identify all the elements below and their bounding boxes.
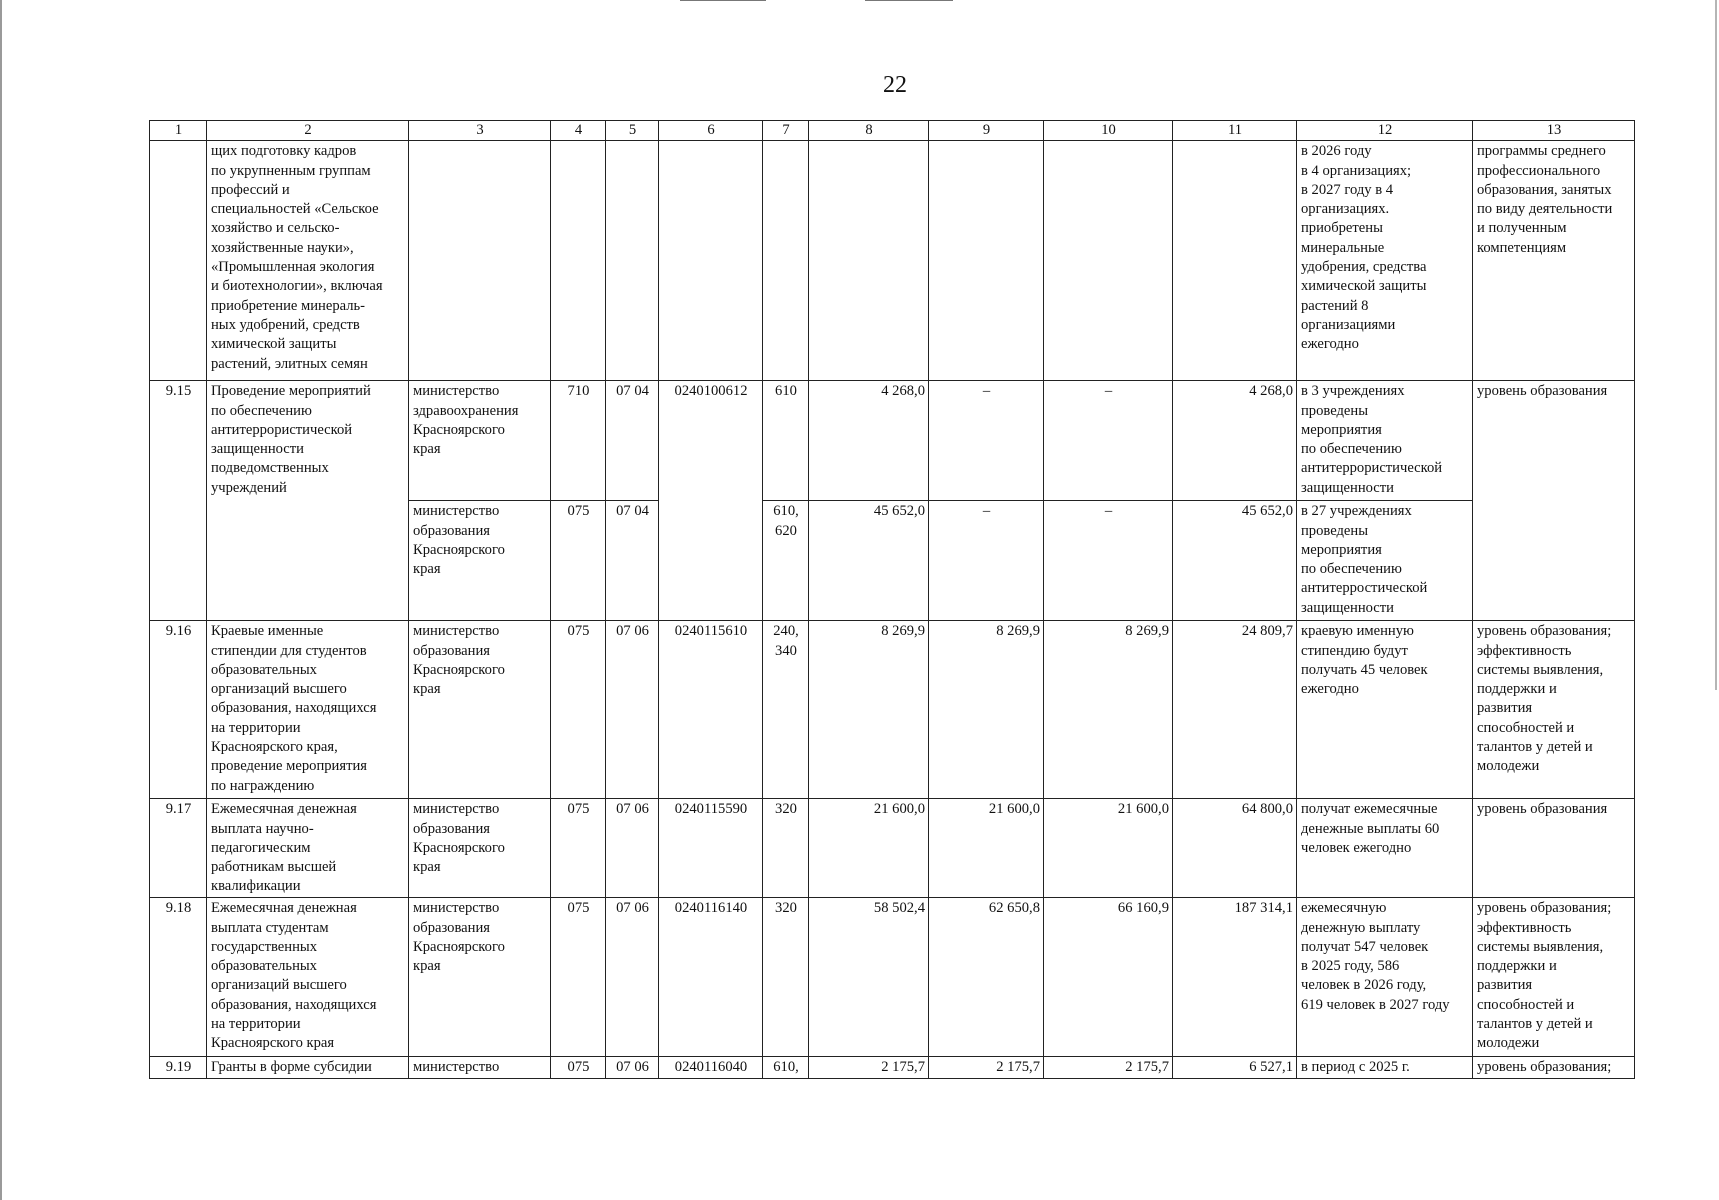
- cell-executor: министерство: [409, 1057, 551, 1078]
- cell-amount-2026: –: [929, 501, 1044, 621]
- cell-section-code: 07 06: [606, 799, 659, 898]
- cell-indicator: уровень образования: [1473, 381, 1635, 621]
- cell-amount-total: 64 800,0: [1173, 799, 1297, 898]
- cell-target-code: 0240100612: [659, 381, 763, 621]
- cell-measure-name: Проведение мероприятий по обеспечению антитеррористической защищенности подведомственных учреждений: [207, 381, 409, 621]
- cell-indicator: программы среднего профессионального образования, занятых по виду деятельности и полученным компетенциям: [1473, 141, 1635, 381]
- cell-grbs-code: 075: [551, 1057, 606, 1078]
- cell-target-code: 0240115590: [659, 799, 763, 898]
- cell: [929, 141, 1044, 381]
- cell: [409, 141, 551, 381]
- cell-expense-type: 610, 620: [763, 501, 809, 621]
- cell-amount-2025: 2 175,7: [809, 1057, 929, 1078]
- cell-expected-result: в 27 учреждениях проведены мероприятия по обеспечению антитерростической защищенности: [1297, 501, 1473, 621]
- cell-amount-total: 187 314,1: [1173, 898, 1297, 1057]
- cell-amount-2026: 62 650,8: [929, 898, 1044, 1057]
- cell-amount-2027: 66 160,9: [1044, 898, 1173, 1057]
- cell: [1044, 141, 1173, 381]
- cell-item-number: 9.18: [150, 898, 207, 1057]
- cell-expected-result: в период с 2025 г.: [1297, 1057, 1473, 1078]
- cell-expense-type: 610,: [763, 1057, 809, 1078]
- cell-executor: министерство образования Красноярского края: [409, 898, 551, 1057]
- header-col-4: 4: [551, 121, 606, 141]
- program-table: [149, 120, 1635, 1079]
- cell-grbs-code: 710: [551, 381, 606, 501]
- cell-section-code: 07 04: [606, 501, 659, 621]
- header-col-11: 11: [1173, 121, 1297, 141]
- header-col-10: 10: [1044, 121, 1173, 141]
- cell-target-code: 0240116140: [659, 898, 763, 1057]
- cell-amount-2027: 21 600,0: [1044, 799, 1173, 898]
- cell-expected-result: в 3 учреждениях проведены мероприятия по обеспечению антитеррористической защищенности: [1297, 381, 1473, 501]
- cell-amount-2025: 45 652,0: [809, 501, 929, 621]
- cell-amount-2027: 8 269,9: [1044, 621, 1173, 799]
- cell-amount-2027: –: [1044, 381, 1173, 501]
- cell-amount-2025: 4 268,0: [809, 381, 929, 501]
- header-col-5: 5: [606, 121, 659, 141]
- cell-grbs-code: 075: [551, 501, 606, 621]
- cell-item-number: 9.15: [150, 381, 207, 621]
- cell: [1173, 141, 1297, 381]
- cell-expected-result: ежемесячную денежную выплату получат 547 человек в 2025 году, 586 человек в 2026 году, 619 человек в 2027 году: [1297, 898, 1473, 1057]
- table-row-9-19: [150, 1057, 1635, 1078]
- cell-indicator: уровень образования; эффективность системы выявления, поддержки и развития способностей и талантов у детей и молодежи: [1473, 621, 1635, 799]
- cell-executor: министерство здравоохранения Красноярского края: [409, 381, 551, 501]
- cell-amount-2027: –: [1044, 501, 1173, 621]
- cell-executor: министерство образования Красноярского края: [409, 799, 551, 898]
- scan-top-mark: [865, 0, 953, 1]
- cell: [763, 141, 809, 381]
- cell-expense-type: 610: [763, 381, 809, 501]
- cell-amount-2026: 21 600,0: [929, 799, 1044, 898]
- cell-amount-total: 45 652,0: [1173, 501, 1297, 621]
- cell-expected-result: в 2026 году в 4 организациях; в 2027 году в 4 организациях. приобретены минеральные удобрения, средства химической защиты растений 8 организациями ежегодно: [1297, 141, 1473, 381]
- cell-executor: министерство образования Красноярского края: [409, 621, 551, 799]
- cell: [551, 141, 606, 381]
- cell-section-code: 07 06: [606, 1057, 659, 1078]
- header-col-7: 7: [763, 121, 809, 141]
- cell-grbs-code: 075: [551, 621, 606, 799]
- header-col-2: 2: [207, 121, 409, 141]
- cell-grbs-code: 075: [551, 898, 606, 1057]
- cell-amount-2026: 2 175,7: [929, 1057, 1044, 1078]
- cell-expense-type: 320: [763, 799, 809, 898]
- table-row-continuation: [150, 141, 1635, 381]
- header-col-12: 12: [1297, 121, 1473, 141]
- cell-amount-2026: 8 269,9: [929, 621, 1044, 799]
- header-col-13: 13: [1473, 121, 1635, 141]
- cell-item-number: 9.16: [150, 621, 207, 799]
- cell-target-code: 0240115610: [659, 621, 763, 799]
- cell-amount-total: 6 527,1: [1173, 1057, 1297, 1078]
- header-col-8: 8: [809, 121, 929, 141]
- table-row-9-18: [150, 898, 1635, 1057]
- table-header-row: [150, 121, 1635, 141]
- cell-measure-name: Ежемесячная денежная выплата студентам государственных образовательных организаций высшего образования, находящихся на территории Красноярского края: [207, 898, 409, 1057]
- header-col-3: 3: [409, 121, 551, 141]
- scan-top-mark: [680, 0, 766, 1]
- page-number: 22: [883, 72, 907, 98]
- cell-section-code: 07 04: [606, 381, 659, 501]
- table-row-9-15: [150, 381, 1635, 501]
- cell: [659, 141, 763, 381]
- cell: [150, 141, 207, 381]
- table-row-9-16: [150, 621, 1635, 799]
- cell: [606, 141, 659, 381]
- cell-indicator: уровень образования: [1473, 799, 1635, 898]
- cell-indicator: уровень образования;: [1473, 1057, 1635, 1078]
- cell-section-code: 07 06: [606, 898, 659, 1057]
- cell-executor: министерство образования Красноярского края: [409, 501, 551, 621]
- cell-amount-2027: 2 175,7: [1044, 1057, 1173, 1078]
- header-col-9: 9: [929, 121, 1044, 141]
- cell-amount-2026: –: [929, 381, 1044, 501]
- scan-edge-right: [1715, 0, 1717, 690]
- cell-expense-type: 320: [763, 898, 809, 1057]
- cell-amount-2025: 8 269,9: [809, 621, 929, 799]
- cell-measure-name: Краевые именные стипендии для студентов образовательных организаций высшего образования, находящихся на территории Красноярского края, проведение мероприятия по награждению: [207, 621, 409, 799]
- header-col-1: 1: [150, 121, 207, 141]
- cell-measure-name: Гранты в форме субсидии: [207, 1057, 409, 1078]
- cell-item-number: 9.19: [150, 1057, 207, 1078]
- cell-expense-type: 240, 340: [763, 621, 809, 799]
- cell-measure-name: щих подготовку кадров по укрупненным группам профессий и специальностей «Сельское хозяйство и сельско- хозяйственные науки», «Промышленная экология и биотехнологии», включая приобретение минераль- ных удобрений, средств химической защиты растений, элитных семян: [207, 141, 409, 381]
- header-col-6: 6: [659, 121, 763, 141]
- cell-section-code: 07 06: [606, 621, 659, 799]
- cell-measure-name: Ежемесячная денежная выплата научно- педагогическим работникам высшей квалификации: [207, 799, 409, 898]
- cell-indicator: уровень образования; эффективность системы выявления, поддержки и развития способностей и талантов у детей и молодежи: [1473, 898, 1635, 1057]
- cell-amount-2025: 21 600,0: [809, 799, 929, 898]
- cell-grbs-code: 075: [551, 799, 606, 898]
- cell-expected-result: краевую именную стипендию будут получать 45 человек ежегодно: [1297, 621, 1473, 799]
- cell-expected-result: получат ежемесячные денежные выплаты 60 человек ежегодно: [1297, 799, 1473, 898]
- cell-item-number: 9.17: [150, 799, 207, 898]
- cell: [809, 141, 929, 381]
- table-row-9-17: [150, 799, 1635, 898]
- cell-amount-2025: 58 502,4: [809, 898, 929, 1057]
- scan-edge-left: [0, 0, 2, 1200]
- cell-amount-total: 4 268,0: [1173, 381, 1297, 501]
- cell-amount-total: 24 809,7: [1173, 621, 1297, 799]
- cell-target-code: 0240116040: [659, 1057, 763, 1078]
